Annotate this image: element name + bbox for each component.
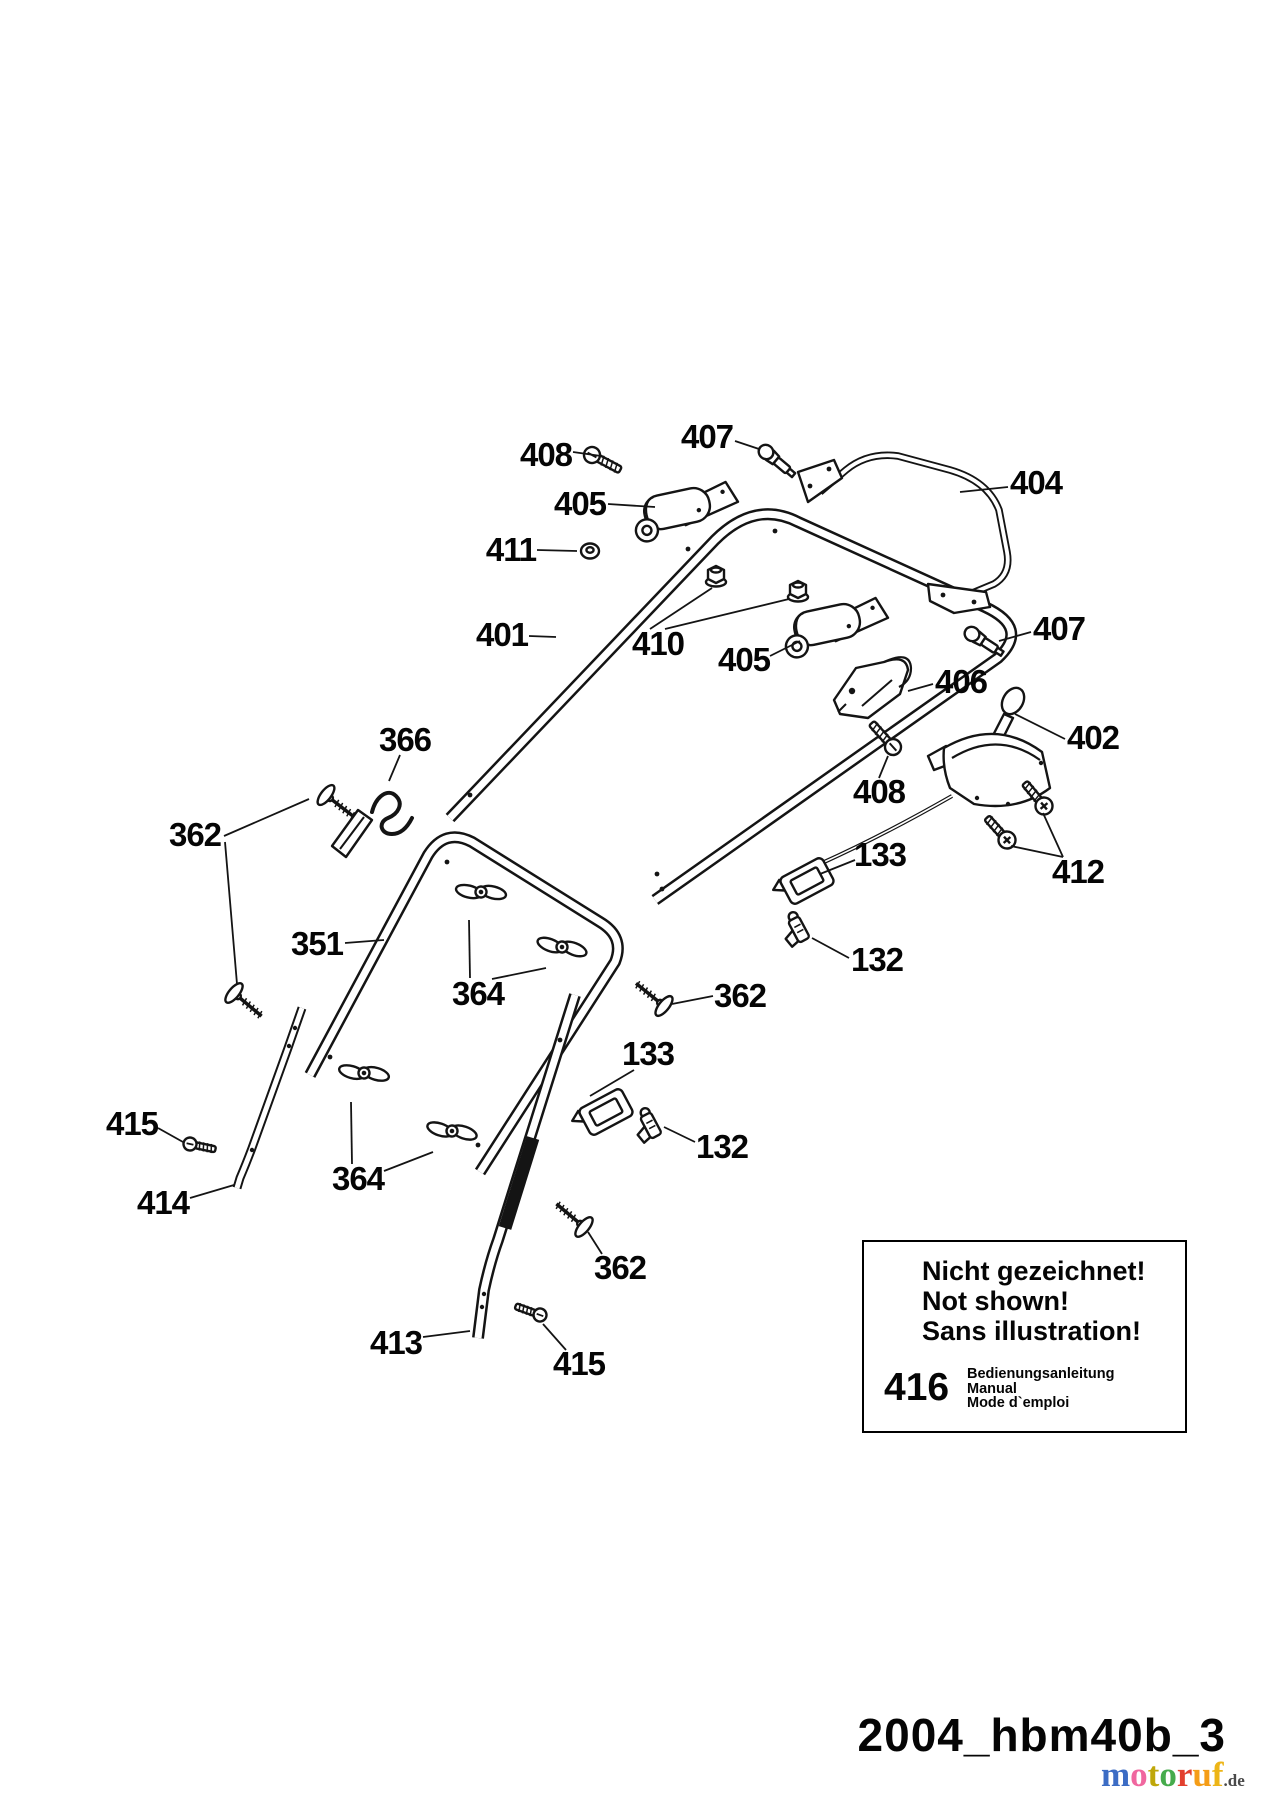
cable-guide-406 bbox=[834, 657, 911, 718]
callout-labels bbox=[106, 418, 1120, 1382]
callout-132-right: 132 bbox=[850, 941, 904, 978]
callout-408-top: 408 bbox=[519, 436, 573, 473]
screw-415-bottom bbox=[513, 1300, 548, 1323]
logo-letter: r bbox=[1176, 1755, 1193, 1794]
callout-412: 412 bbox=[1051, 853, 1105, 890]
callout-414: 414 bbox=[136, 1184, 190, 1221]
callout-411: 411 bbox=[485, 531, 537, 568]
callout-404: 404 bbox=[1009, 464, 1063, 501]
callout-405-upper: 405 bbox=[553, 485, 607, 522]
upper-handlebar-tube-401 bbox=[450, 514, 1011, 900]
callout-415-left: 415 bbox=[105, 1105, 159, 1142]
logo-letter: m bbox=[1101, 1755, 1131, 1794]
callout-405-right: 405 bbox=[717, 641, 771, 678]
callout-362-left: 362 bbox=[168, 816, 222, 853]
motoruf-watermark bbox=[1101, 1757, 1245, 1798]
callout-401: 401 bbox=[475, 616, 529, 653]
callout-133-right: 133 bbox=[853, 836, 907, 873]
note-part-number: 416 bbox=[884, 1366, 950, 1409]
lower-left-bracket-414 bbox=[237, 1008, 302, 1188]
screw-408-top bbox=[581, 444, 624, 477]
callout-408-mid: 408 bbox=[852, 773, 906, 810]
callout-364-lower: 364 bbox=[331, 1160, 385, 1197]
logo-letter: o bbox=[1130, 1755, 1148, 1794]
callout-351: 351 bbox=[290, 925, 344, 962]
lower-right-tube-413 bbox=[478, 995, 575, 1338]
not-shown-note-box bbox=[862, 1240, 1187, 1433]
bezel-133-a bbox=[770, 856, 835, 910]
nut-411 bbox=[581, 544, 599, 559]
note-line-fr: Sans illustration! bbox=[922, 1316, 1142, 1346]
note-line-de: Nicht gezeichnet! bbox=[922, 1256, 1146, 1286]
wing-nut-364-a bbox=[452, 868, 510, 917]
logo-letter: f bbox=[1211, 1755, 1224, 1794]
callout-410: 410 bbox=[631, 625, 685, 662]
callout-407-top: 407 bbox=[680, 418, 734, 455]
logo-letter: u bbox=[1192, 1755, 1212, 1794]
wing-nut-364-c bbox=[335, 1048, 393, 1098]
flange-nut-410-a bbox=[706, 566, 726, 587]
callout-366: 366 bbox=[378, 721, 432, 758]
motoruf-logo-word bbox=[1101, 1755, 1223, 1794]
wing-nut-364-b bbox=[533, 921, 591, 973]
callout-362-mid: 362 bbox=[713, 977, 767, 1014]
bezel-133-b bbox=[569, 1087, 634, 1141]
screw-415-left bbox=[182, 1136, 216, 1155]
note-headline bbox=[922, 1256, 1146, 1346]
note-item-de: Bedienungsanleitung bbox=[967, 1366, 1115, 1382]
drawing-number-title: 2004_hbm40b_3 bbox=[857, 1709, 1226, 1761]
note-line-en: Not shown! bbox=[922, 1286, 1069, 1316]
callout-415-bottom: 415 bbox=[552, 1345, 606, 1382]
bolt-407-top bbox=[756, 442, 798, 481]
handle-clamp-405-right bbox=[780, 595, 893, 659]
logo-letter: o bbox=[1159, 1755, 1177, 1794]
callout-132-lower: 132 bbox=[695, 1128, 749, 1165]
callout-402: 402 bbox=[1066, 719, 1120, 756]
wing-nut-364-d bbox=[423, 1105, 481, 1156]
switch-clip-132-a bbox=[776, 910, 810, 947]
callout-413: 413 bbox=[369, 1324, 423, 1361]
motoruf-logo-suffix: .de bbox=[1223, 1771, 1245, 1790]
callout-407-right: 407 bbox=[1032, 610, 1086, 647]
callout-364-upper: 364 bbox=[451, 975, 505, 1012]
callout-133-lower: 133 bbox=[621, 1035, 675, 1072]
bail-end-plate-left bbox=[798, 460, 842, 502]
wing-screw-362-c bbox=[628, 974, 675, 1018]
logo-letter: t bbox=[1147, 1755, 1160, 1794]
grip-sleeve bbox=[505, 1138, 533, 1228]
callout-406: 406 bbox=[934, 663, 988, 700]
cable-clip-366 bbox=[332, 793, 412, 857]
note-item-names bbox=[967, 1367, 1114, 1411]
note-item-fr: Mode d`emploi bbox=[967, 1395, 1070, 1411]
note-item-en: Manual bbox=[967, 1380, 1017, 1397]
flange-nut-410-b bbox=[788, 581, 808, 602]
callout-362-lower: 362 bbox=[593, 1249, 647, 1286]
wing-screw-362-b bbox=[222, 981, 269, 1026]
